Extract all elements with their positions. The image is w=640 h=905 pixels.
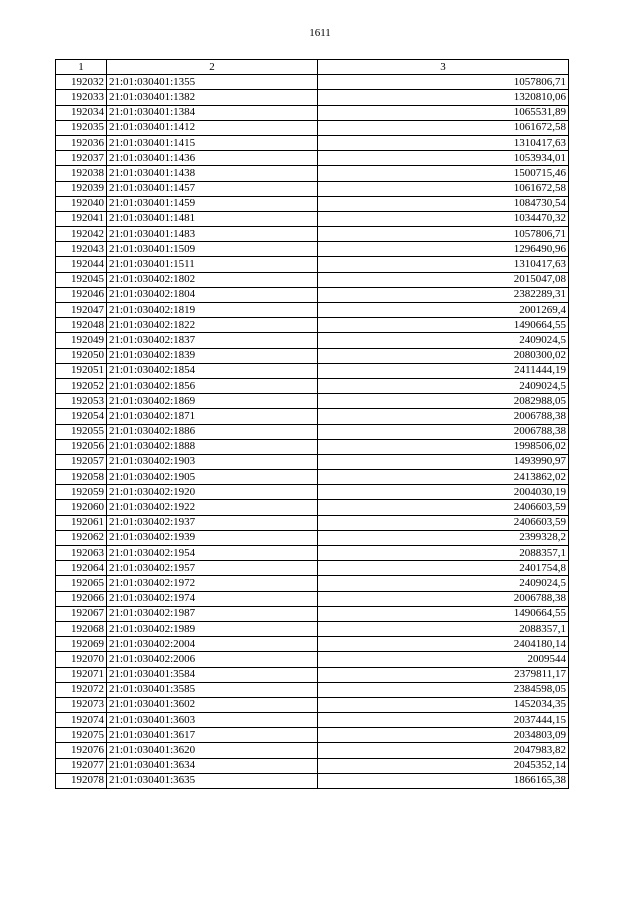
cadastral-number-cell: 21:01:030402:1856 — [107, 378, 318, 393]
value-cell: 1320810,06 — [318, 90, 569, 105]
cadastral-number-cell: 21:01:030401:1509 — [107, 242, 318, 257]
column-header-value: 3 — [318, 60, 569, 75]
value-cell: 2015047,08 — [318, 272, 569, 287]
table-row — [56, 135, 569, 150]
row-number-cell: 192075 — [56, 728, 107, 743]
cadastral-number-cell: 21:01:030401:1384 — [107, 105, 318, 120]
cadastral-number-cell: 21:01:030401:1457 — [107, 181, 318, 196]
table-row — [56, 242, 569, 257]
value-cell: 2088357,1 — [318, 621, 569, 636]
value-cell: 1296490,96 — [318, 242, 569, 257]
value-cell: 1057806,71 — [318, 75, 569, 90]
cadastral-number-cell: 21:01:030401:3634 — [107, 758, 318, 773]
value-cell: 2047983,82 — [318, 743, 569, 758]
value-cell: 2411444,19 — [318, 363, 569, 378]
table-row — [56, 697, 569, 712]
cadastral-number-cell: 21:01:030402:1822 — [107, 318, 318, 333]
value-cell: 1490664,55 — [318, 318, 569, 333]
row-number-cell: 192032 — [56, 75, 107, 90]
value-cell: 2001269,4 — [318, 303, 569, 318]
value-cell: 2006788,38 — [318, 409, 569, 424]
table-row — [56, 743, 569, 758]
value-cell: 1490664,55 — [318, 606, 569, 621]
value-cell: 1065531,89 — [318, 105, 569, 120]
table-header-row — [56, 60, 569, 75]
row-number-cell: 192052 — [56, 378, 107, 393]
value-cell: 2382289,31 — [318, 287, 569, 302]
row-number-cell: 192072 — [56, 682, 107, 697]
table-row — [56, 621, 569, 636]
row-number-cell: 192037 — [56, 151, 107, 166]
cadastral-number-cell: 21:01:030402:1920 — [107, 485, 318, 500]
table-row — [56, 272, 569, 287]
value-cell: 2399328,2 — [318, 530, 569, 545]
value-cell: 1998506,02 — [318, 439, 569, 454]
row-number-cell: 192039 — [56, 181, 107, 196]
table-row — [56, 424, 569, 439]
row-number-cell: 192067 — [56, 606, 107, 621]
row-number-cell: 192061 — [56, 515, 107, 530]
table-row — [56, 485, 569, 500]
value-cell: 2406603,59 — [318, 515, 569, 530]
value-cell: 1310417,63 — [318, 135, 569, 150]
row-number-cell: 192043 — [56, 242, 107, 257]
table-row — [56, 90, 569, 105]
value-cell: 2037444,15 — [318, 713, 569, 728]
value-cell: 2034803,09 — [318, 728, 569, 743]
table-row — [56, 773, 569, 788]
table-row — [56, 728, 569, 743]
row-number-cell: 192060 — [56, 500, 107, 515]
table-row — [56, 561, 569, 576]
row-number-cell: 192035 — [56, 120, 107, 135]
row-number-cell: 192058 — [56, 470, 107, 485]
table-row — [56, 287, 569, 302]
cadastral-number-cell: 21:01:030401:1382 — [107, 90, 318, 105]
cadastral-number-cell: 21:01:030401:1483 — [107, 227, 318, 242]
row-number-cell: 192055 — [56, 424, 107, 439]
table-row — [56, 470, 569, 485]
cadastral-number-cell: 21:01:030401:3635 — [107, 773, 318, 788]
row-number-cell: 192041 — [56, 211, 107, 226]
table-row — [56, 713, 569, 728]
value-cell: 2404180,14 — [318, 637, 569, 652]
table-row — [56, 378, 569, 393]
row-number-cell: 192073 — [56, 697, 107, 712]
cadastral-number-cell: 21:01:030401:3602 — [107, 697, 318, 712]
row-number-cell: 192040 — [56, 196, 107, 211]
row-number-cell: 192042 — [56, 227, 107, 242]
table-row — [56, 196, 569, 211]
cadastral-number-cell: 21:01:030402:1937 — [107, 515, 318, 530]
value-cell: 1500715,46 — [318, 166, 569, 181]
cadastral-number-cell: 21:01:030401:3617 — [107, 728, 318, 743]
table-row — [56, 348, 569, 363]
value-cell: 2088357,1 — [318, 546, 569, 561]
cadastral-number-cell: 21:01:030402:1854 — [107, 363, 318, 378]
cadastral-number-cell: 21:01:030402:1888 — [107, 439, 318, 454]
cadastral-number-cell: 21:01:030402:1922 — [107, 500, 318, 515]
cadastral-number-cell: 21:01:030402:1886 — [107, 424, 318, 439]
table-row — [56, 515, 569, 530]
cadastral-number-cell: 21:01:030402:1839 — [107, 348, 318, 363]
cadastral-number-cell: 21:01:030402:1802 — [107, 272, 318, 287]
cadastral-number-cell: 21:01:030402:2004 — [107, 637, 318, 652]
table-row — [56, 227, 569, 242]
row-number-cell: 192059 — [56, 485, 107, 500]
table-row — [56, 454, 569, 469]
value-cell: 2080300,02 — [318, 348, 569, 363]
value-cell: 2413862,02 — [318, 470, 569, 485]
value-cell: 2409024,5 — [318, 333, 569, 348]
row-number-cell: 192056 — [56, 439, 107, 454]
row-number-cell: 192047 — [56, 303, 107, 318]
row-number-cell: 192038 — [56, 166, 107, 181]
table-body — [56, 75, 569, 789]
cadastral-number-cell: 21:01:030402:1903 — [107, 454, 318, 469]
value-cell: 1866165,38 — [318, 773, 569, 788]
table-row — [56, 75, 569, 90]
cadastral-number-cell: 21:01:030402:1974 — [107, 591, 318, 606]
cadastral-number-cell: 21:01:030401:1438 — [107, 166, 318, 181]
table-row — [56, 166, 569, 181]
value-cell: 2409024,5 — [318, 378, 569, 393]
row-number-cell: 192077 — [56, 758, 107, 773]
column-header-number: 1 — [56, 60, 107, 75]
cadastral-number-cell: 21:01:030402:1869 — [107, 394, 318, 409]
cadastral-number-cell: 21:01:030402:2006 — [107, 652, 318, 667]
value-cell: 1084730,54 — [318, 196, 569, 211]
value-cell: 2409024,5 — [318, 576, 569, 591]
row-number-cell: 192050 — [56, 348, 107, 363]
cadastral-number-cell: 21:01:030402:1804 — [107, 287, 318, 302]
table-row — [56, 546, 569, 561]
cadastral-number-cell: 21:01:030402:1939 — [107, 530, 318, 545]
cadastral-number-cell: 21:01:030401:1511 — [107, 257, 318, 272]
table-row — [56, 667, 569, 682]
value-cell: 2401754,8 — [318, 561, 569, 576]
row-number-cell: 192045 — [56, 272, 107, 287]
cadastral-number-cell: 21:01:030401:1415 — [107, 135, 318, 150]
row-number-cell: 192065 — [56, 576, 107, 591]
row-number-cell: 192049 — [56, 333, 107, 348]
cadastral-number-cell: 21:01:030402:1905 — [107, 470, 318, 485]
cadastral-number-cell: 21:01:030401:3584 — [107, 667, 318, 682]
page-number: 1611 — [309, 27, 331, 39]
table-row — [56, 652, 569, 667]
table-row — [56, 151, 569, 166]
value-cell: 2006788,38 — [318, 424, 569, 439]
table-row — [56, 606, 569, 621]
row-number-cell: 192071 — [56, 667, 107, 682]
row-number-cell: 192044 — [56, 257, 107, 272]
cadastral-number-cell: 21:01:030402:1954 — [107, 546, 318, 561]
table-row — [56, 303, 569, 318]
table-row — [56, 637, 569, 652]
cadastral-number-cell: 21:01:030401:3603 — [107, 713, 318, 728]
cadastral-number-cell: 21:01:030402:1972 — [107, 576, 318, 591]
table-row — [56, 363, 569, 378]
column-header-cadastral: 2 — [107, 60, 318, 75]
value-cell: 2379811,17 — [318, 667, 569, 682]
table-row — [56, 120, 569, 135]
value-cell: 2384598,05 — [318, 682, 569, 697]
row-number-cell: 192068 — [56, 621, 107, 636]
cadastral-number-cell: 21:01:030401:1355 — [107, 75, 318, 90]
cadastral-number-cell: 21:01:030401:3620 — [107, 743, 318, 758]
value-cell: 1053934,01 — [318, 151, 569, 166]
row-number-cell: 192054 — [56, 409, 107, 424]
registry-table — [55, 59, 569, 789]
value-cell: 2045352,14 — [318, 758, 569, 773]
row-number-cell: 192034 — [56, 105, 107, 120]
table-row — [56, 333, 569, 348]
table-row — [56, 105, 569, 120]
table-row — [56, 318, 569, 333]
value-cell: 1452034,35 — [318, 697, 569, 712]
row-number-cell: 192063 — [56, 546, 107, 561]
cadastral-number-cell: 21:01:030402:1989 — [107, 621, 318, 636]
value-cell: 2006788,38 — [318, 591, 569, 606]
table-row — [56, 591, 569, 606]
row-number-cell: 192066 — [56, 591, 107, 606]
row-number-cell: 192048 — [56, 318, 107, 333]
row-number-cell: 192057 — [56, 454, 107, 469]
table-row — [56, 682, 569, 697]
row-number-cell: 192033 — [56, 90, 107, 105]
row-number-cell: 192074 — [56, 713, 107, 728]
value-cell: 2082988,05 — [318, 394, 569, 409]
value-cell: 2009544 — [318, 652, 569, 667]
table-row — [56, 576, 569, 591]
cadastral-number-cell: 21:01:030402:1987 — [107, 606, 318, 621]
cadastral-number-cell: 21:01:030402:1819 — [107, 303, 318, 318]
row-number-cell: 192078 — [56, 773, 107, 788]
row-number-cell: 192053 — [56, 394, 107, 409]
row-number-cell: 192062 — [56, 530, 107, 545]
row-number-cell: 192036 — [56, 135, 107, 150]
value-cell: 2004030,19 — [318, 485, 569, 500]
value-cell: 1310417,63 — [318, 257, 569, 272]
cadastral-number-cell: 21:01:030401:1412 — [107, 120, 318, 135]
row-number-cell: 192051 — [56, 363, 107, 378]
cadastral-number-cell: 21:01:030401:1459 — [107, 196, 318, 211]
row-number-cell: 192076 — [56, 743, 107, 758]
table-row — [56, 211, 569, 226]
table-row — [56, 439, 569, 454]
table-row — [56, 530, 569, 545]
cadastral-number-cell: 21:01:030402:1957 — [107, 561, 318, 576]
cadastral-number-cell: 21:01:030401:1436 — [107, 151, 318, 166]
table-row — [56, 257, 569, 272]
value-cell: 1061672,58 — [318, 120, 569, 135]
value-cell: 1034470,32 — [318, 211, 569, 226]
row-number-cell: 192064 — [56, 561, 107, 576]
table-row — [56, 181, 569, 196]
row-number-cell: 192046 — [56, 287, 107, 302]
cadastral-number-cell: 21:01:030402:1871 — [107, 409, 318, 424]
cadastral-number-cell: 21:01:030401:3585 — [107, 682, 318, 697]
value-cell: 1061672,58 — [318, 181, 569, 196]
value-cell: 2406603,59 — [318, 500, 569, 515]
table-row — [56, 500, 569, 515]
value-cell: 1493990,97 — [318, 454, 569, 469]
cadastral-number-cell: 21:01:030401:1481 — [107, 211, 318, 226]
value-cell: 1057806,71 — [318, 227, 569, 242]
cadastral-number-cell: 21:01:030402:1837 — [107, 333, 318, 348]
table-row — [56, 394, 569, 409]
row-number-cell: 192069 — [56, 637, 107, 652]
table-row — [56, 409, 569, 424]
table-row — [56, 758, 569, 773]
row-number-cell: 192070 — [56, 652, 107, 667]
